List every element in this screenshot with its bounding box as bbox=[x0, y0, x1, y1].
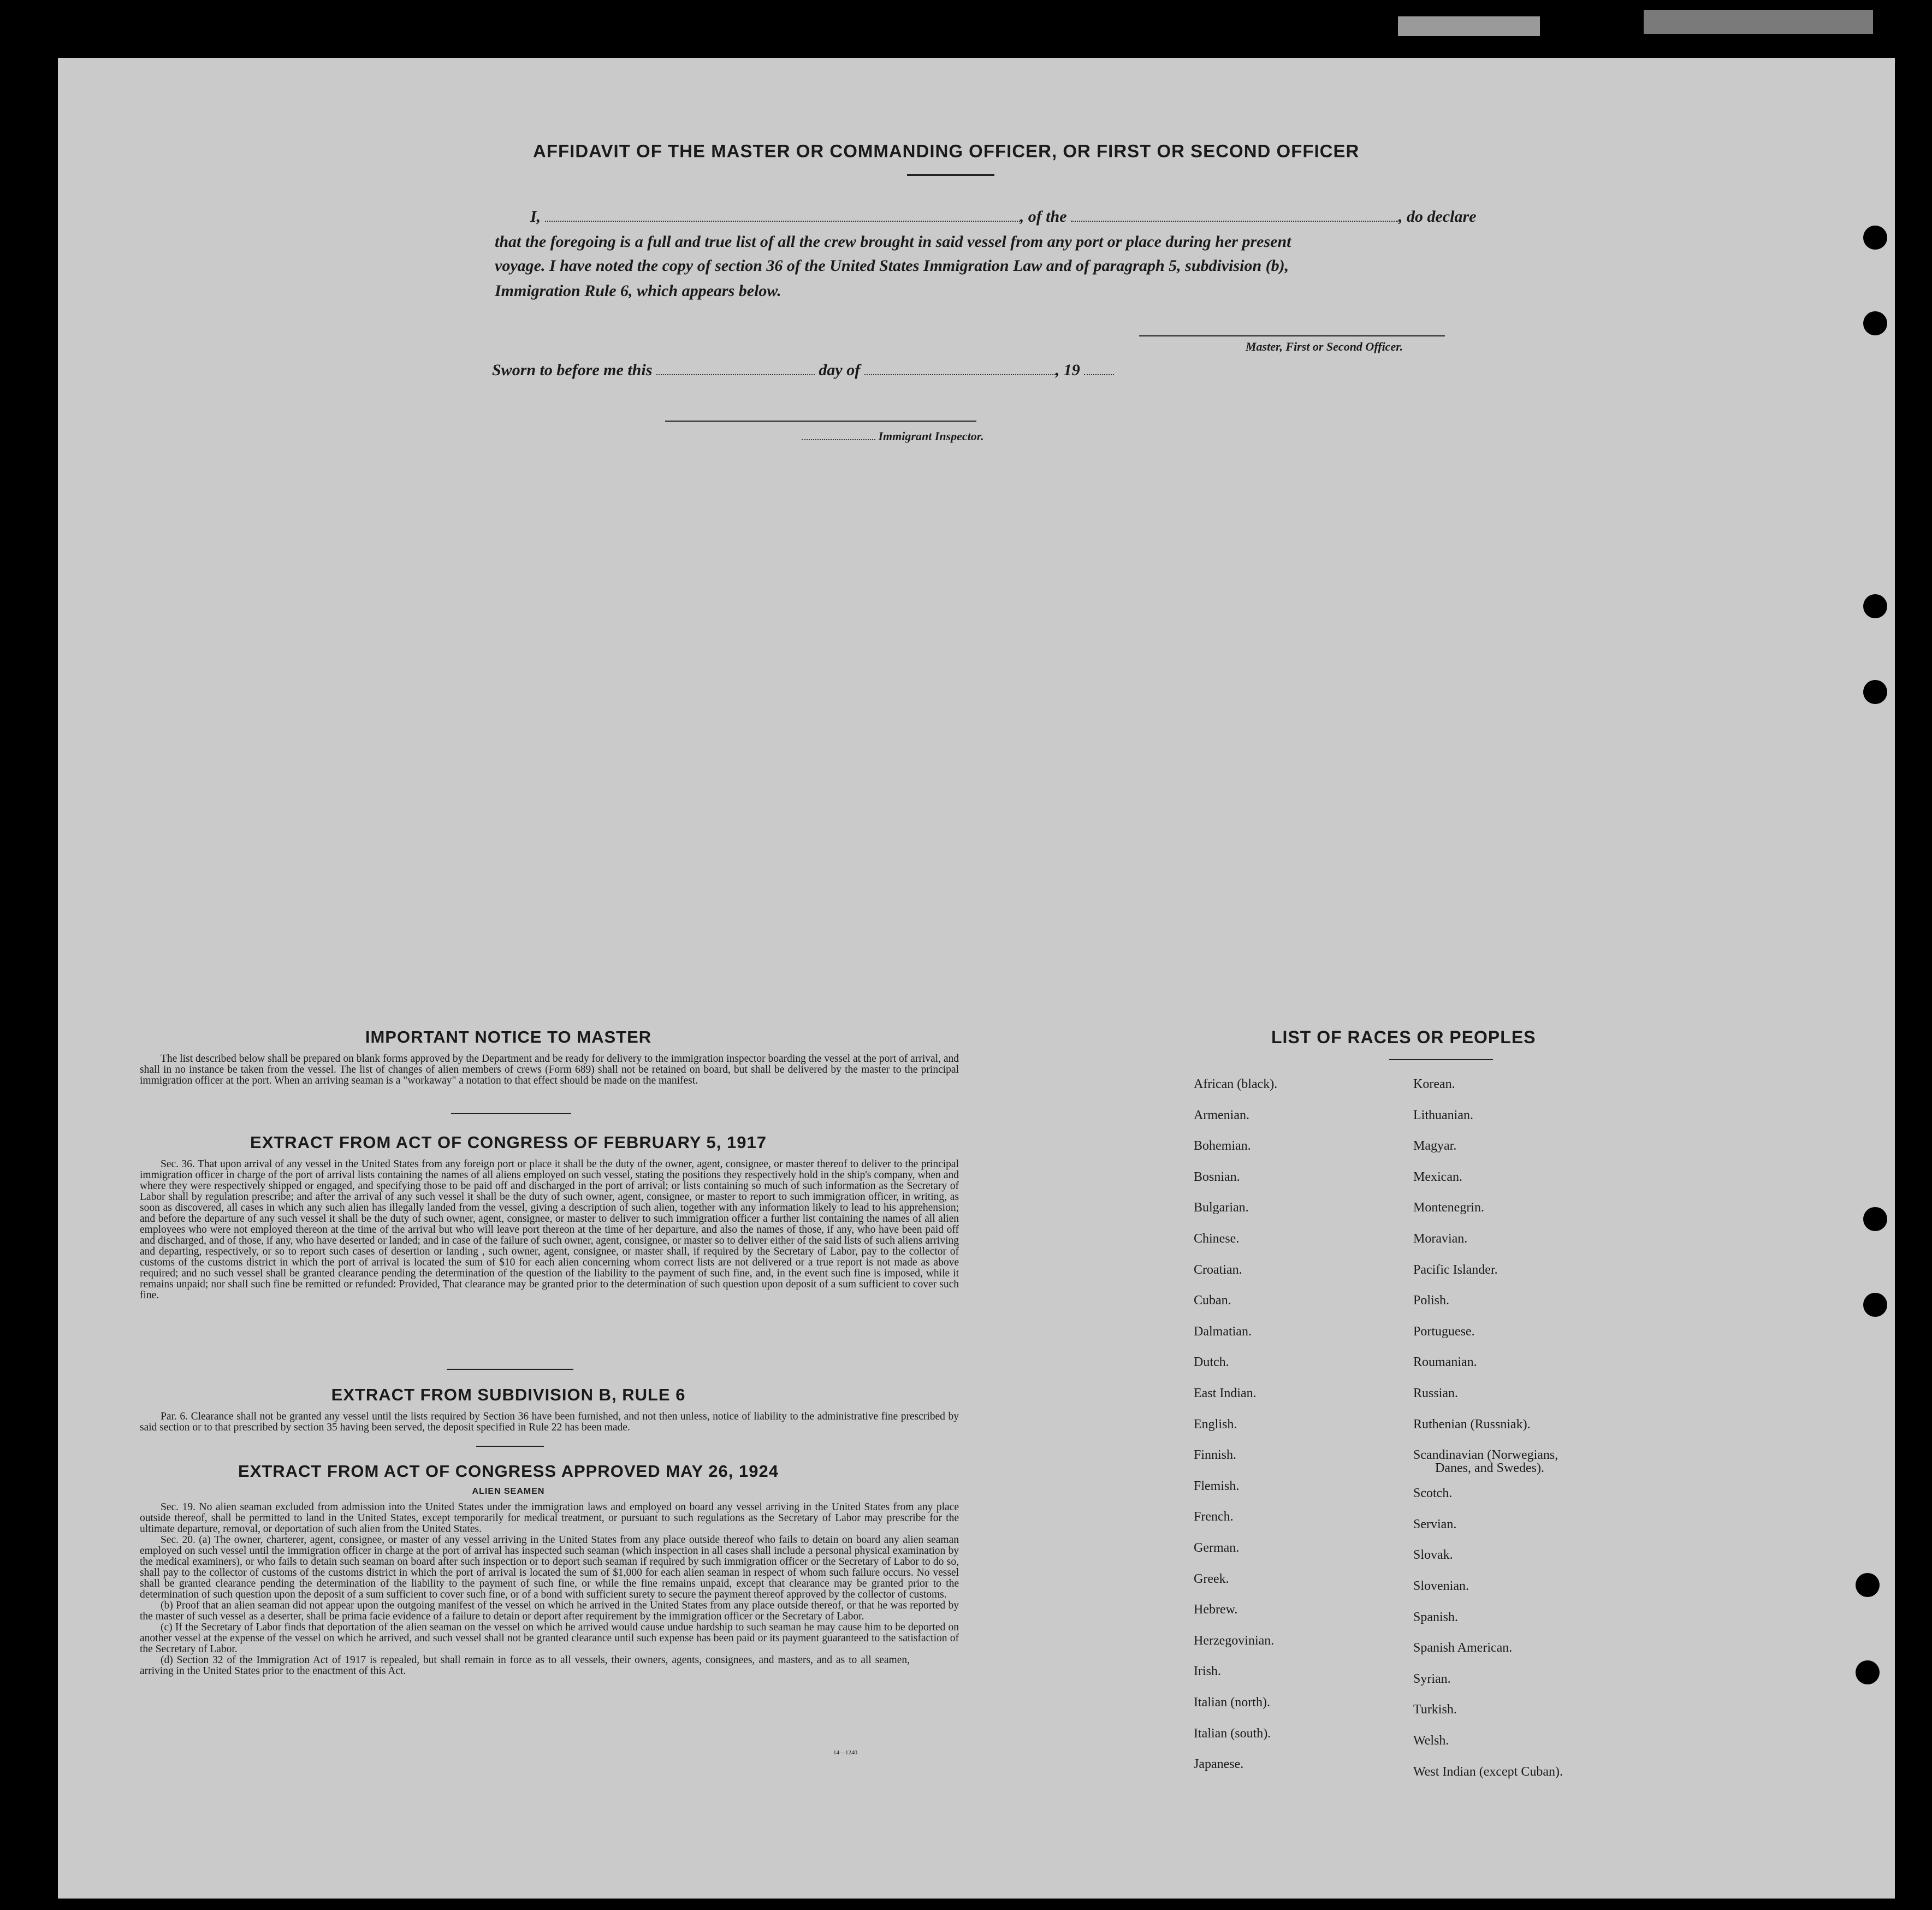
race-item: Roumanian. bbox=[1413, 1355, 1477, 1370]
race-item: Spanish American. bbox=[1413, 1641, 1513, 1655]
race-item: East Indian. bbox=[1194, 1386, 1257, 1400]
rule-6-title: EXTRACT FROM SUBDIVISION B, RULE 6 bbox=[331, 1385, 686, 1404]
master-signature-line[interactable] bbox=[1139, 335, 1445, 336]
sworn-label: Sworn to before me this bbox=[492, 361, 653, 379]
race-item: Moravian. bbox=[1413, 1232, 1468, 1246]
race-item: Italian (north). bbox=[1194, 1695, 1270, 1710]
race-item: West Indian (except Cuban). bbox=[1413, 1764, 1563, 1779]
race-item: Turkish. bbox=[1413, 1702, 1457, 1717]
master-signature-label: Master, First or Second Officer. bbox=[1246, 340, 1403, 353]
race-item: Irish. bbox=[1194, 1664, 1221, 1679]
race-item: Scandinavian (Norwegians, bbox=[1413, 1448, 1558, 1463]
race-item: Korean. bbox=[1413, 1077, 1455, 1091]
race-item: Dutch. bbox=[1194, 1355, 1229, 1370]
race-item: Welsh. bbox=[1413, 1734, 1449, 1748]
race-item: Ruthenian (Russniak). bbox=[1413, 1417, 1531, 1432]
affidavit-title: AFFIDAVIT OF THE MASTER OR COMMANDING OFFICER, OR FIRST OR SECOND OFFICER bbox=[533, 141, 1360, 161]
declare-label: , do declare bbox=[1398, 208, 1477, 226]
race-item: Mexican. bbox=[1413, 1169, 1462, 1184]
binder-hole bbox=[1856, 1573, 1880, 1597]
binder-hole bbox=[1863, 680, 1887, 704]
binder-hole bbox=[1863, 594, 1887, 618]
race-item: Hebrew. bbox=[1194, 1602, 1238, 1617]
affidavit-line-3: voyage. I have noted the copy of section 36 of the United States Immigration Law and of paragraph 5, subdivision (b), bbox=[495, 257, 1289, 275]
inspector-signature-line[interactable] bbox=[665, 421, 976, 422]
extract-1917-text: Sec. 36. That upon arrival of any vessel in the United States from any foreign port or place it shall be the duty of the owner, agent, consignee, or master thereof to deliver to the principal immigration officer in charge of the port of arrival lists containing the names of all aliens employed on such vessel, stating the positions they respectively hold in the ship's company, when and where they were respectively shipped or engaged, and specifying those to be paid off and discharged in the port of arrival; or lists containing so much of such information as the Secretary of Labor shall by regulation prescribe; and after the arrival of any such vessel it shall be the duty of such owner, agent, consignee, or master to report to such immigration officer, in writing, as soon as discovered, all cases in which any such alien has illegally landed from the vessel, giving a description of such alien, together with any information likely to lead to his apprehension; and before the departure of any such vessel it shall be the duty of such owner, agent, consignee, or master to deliver to such immigration officer a further list containing the names of all alien employees who were not employed thereon at the time of the arrival but who will leave port thereon at the time of her departure, and also the names of those, if any, who have been paid off and discharged, and of those, if any, who have deserted or landed; and in case of the failure of such owner, agent, consignee, or master so to deliver either of the said lists of such aliens arriving and departing, respectively, or so to report such cases of desertion or landing , such owner, agent, consignee, or master shall, if required by the Secretary of Labor, pay to the collector of customs of the customs district in which the port of arrival is located the sum of $10 for each alien concerning whom correct lists are not delivered or a true report is not made as above required; and no such vessel shall be granted clearance pending the determination of the question of the liability to the payment of such fine, and, in the event such fine is imposed, while it remains unpaid; nor shall such fine be remitted or refunded: Provided, That clearance may be granted prior to the determination of such question upon deposit of a sum sufficient to cover such fine. bbox=[140, 1158, 959, 1301]
notice-rule bbox=[451, 1113, 571, 1114]
race-item: Japanese. bbox=[1194, 1757, 1244, 1772]
race-item: Armenian. bbox=[1194, 1108, 1249, 1122]
notice-title: IMPORTANT NOTICE TO MASTER bbox=[365, 1027, 652, 1046]
race-item: Slovenian. bbox=[1413, 1579, 1469, 1593]
day-of-label: day of bbox=[819, 361, 861, 379]
notice-text: The list described below shall be prepared on blank forms approved by the Department and be ready for delivery to the immigration inspector boarding the vessel at the port of arrival, and shall in no instance be taken from the vessel. The list of changes of alien members of crews (Form 689) shall not be retained on board, but shall be delivered by the master to the principal immigration officer at the port. When an arriving seaman is a "workaway" a notation to that effect should be made on the manifest. bbox=[140, 1053, 959, 1086]
race-item: Magyar. bbox=[1413, 1139, 1457, 1154]
extract-1917-title: EXTRACT FROM ACT OF CONGRESS OF FEBRUARY 5, 1917 bbox=[250, 1133, 767, 1152]
race-item: Pacific Islander. bbox=[1413, 1262, 1498, 1277]
race-item: Servian. bbox=[1413, 1517, 1457, 1531]
section-19-text: Sec. 19. No alien seaman excluded from admission into the United States under the immigration laws and employed on board any vessel arriving in the United States from any place outside thereof, shall be permitted to land in the United States, except temporarily for medical treatment, or pursuant to such regulations as the Secretary of Labor may prescribe for the ultimate departure, removal, or deportation of such alien from the United States. bbox=[140, 1501, 959, 1535]
races-title-rule bbox=[1389, 1059, 1493, 1060]
race-item: Greek. bbox=[1194, 1571, 1229, 1586]
sworn-year-field[interactable] bbox=[1084, 362, 1114, 375]
race-item: Montenegrin. bbox=[1413, 1201, 1484, 1215]
rule-6-text: Par. 6. Clearance shall not be granted any vessel until the lists required by Section 36 have been furnished, and not then unless, notice of liability to the administrative fine prescribed by said section or to that prescribed by section 35 having been served, the deposit specified in Rule 22 has been made. bbox=[140, 1411, 959, 1433]
binder-hole bbox=[1856, 1660, 1880, 1684]
year-label: , 19 bbox=[1055, 361, 1080, 379]
extract-1924-title: EXTRACT FROM ACT OF CONGRESS APPROVED MAY 26, 1924 bbox=[238, 1462, 779, 1481]
scan-edge-mark-1 bbox=[1398, 16, 1540, 36]
sworn-month-field[interactable] bbox=[864, 362, 1056, 375]
race-item: German. bbox=[1194, 1541, 1240, 1555]
race-item: Russian. bbox=[1413, 1386, 1459, 1400]
section-20d-text: (d) Section 32 of the Immigration Act of 1917 is repealed, but shall remain in force as to all vessels, their owners, agents, consignees, and masters, and as to all seamen, arriving in the United States prior to the enactment of this Act. bbox=[140, 1654, 910, 1677]
race-item: French. bbox=[1194, 1510, 1234, 1524]
race-item: Croatian. bbox=[1194, 1262, 1242, 1277]
section-20c-text: (c) If the Secretary of Labor finds that deportation of the alien seaman on the vessel on which he arrived would cause undue hardship to such seaman he may cause him to be deported on another vessel at the expense of the vessel on which he arrived, and such vessel shall not be granted clearance until such expense has been paid or its payment guaranteed to the satisfaction of the Secretary of Labor. bbox=[140, 1622, 959, 1655]
race-item: Bulgarian. bbox=[1194, 1201, 1249, 1215]
rule-6-rule bbox=[476, 1446, 544, 1447]
race-item: Portuguese. bbox=[1413, 1324, 1475, 1339]
race-item: Chinese. bbox=[1194, 1232, 1240, 1246]
form-number: 14—1240 bbox=[833, 1749, 857, 1756]
vessel-label: , of the bbox=[1020, 208, 1067, 226]
affidavit-line-4: Immigration Rule 6, which appears below. bbox=[495, 282, 781, 300]
inspector-label-text: Immigrant Inspector. bbox=[878, 429, 984, 443]
extract-1924-body bbox=[140, 1502, 959, 1677]
race-item: Flemish. bbox=[1194, 1479, 1240, 1493]
race-item: Herzegovinian. bbox=[1194, 1633, 1275, 1648]
race-item: Syrian. bbox=[1413, 1671, 1451, 1686]
race-item: Bohemian. bbox=[1194, 1139, 1251, 1154]
extract-1924-subtitle: ALIEN SEAMEN bbox=[472, 1487, 545, 1496]
race-item: Cuban. bbox=[1194, 1293, 1231, 1308]
inspector-name-field[interactable] bbox=[802, 430, 875, 440]
affidavit-title-rule bbox=[907, 174, 994, 176]
race-item: Lithuanian. bbox=[1413, 1108, 1473, 1122]
binder-hole bbox=[1863, 1293, 1887, 1317]
declarant-label: I, bbox=[530, 208, 541, 226]
race-item: Slovak. bbox=[1413, 1548, 1453, 1563]
binder-hole bbox=[1863, 311, 1887, 335]
race-item: Scotch. bbox=[1413, 1486, 1453, 1501]
race-item: Danes, and Swedes). bbox=[1435, 1461, 1544, 1476]
declarant-name-field[interactable] bbox=[545, 209, 1020, 222]
sworn-day-field[interactable] bbox=[656, 362, 815, 375]
section-20b-text: (b) Proof that an alien seaman did not appear upon the outgoing manifest of the vessel on which he arrived in the United States from any place outside thereof, or that he was reported by the master of such vessel as a deserter, shall be prima facie evidence of a failure to detain or deport after requirement by the immigration officer or the Secretary of Labor. bbox=[140, 1600, 959, 1622]
races-title: LIST OF RACES OR PEOPLES bbox=[1271, 1027, 1536, 1047]
section-20a-text: Sec. 20. (a) The owner, charterer, agent, consignee, or master of any vessel arriving in the United States from any place outside thereof who fails to detain on board any alien seaman employed on such vessel until the immigration officer in charge at the port of arrival has inspected such seaman (which inspection in all cases shall include a personal physical examination by the medical examiners), or who fails to detain such seaman on board after such inspection or to deport such seaman if required by such immigration officer or the Secretary of Labor to do so, shall pay to the collector of customs of the customs district in which the port of arrival is located the sum of $1,000 for each alien seaman in respect of whom such failure occurs. No vessel shall be granted clearance pending the determination of the liability to the payment of such fine, or while the fine remains unpaid, except that clearance may be granted prior to the determination of such question upon the deposit of a sum sufficient to cover such fine, or of a bond with sufficient surety to secure the payment thereof approved by the collector of customs. bbox=[140, 1534, 959, 1600]
race-item: Dalmatian. bbox=[1194, 1324, 1252, 1339]
binder-hole bbox=[1863, 1207, 1887, 1231]
race-item: Bosnian. bbox=[1194, 1169, 1240, 1184]
race-item: Italian (south). bbox=[1194, 1726, 1271, 1741]
race-item: English. bbox=[1194, 1417, 1237, 1432]
race-item: African (black). bbox=[1194, 1077, 1278, 1091]
document-page bbox=[58, 58, 1895, 1899]
sworn-line bbox=[492, 361, 1114, 380]
affidavit-line-1 bbox=[489, 208, 1476, 226]
extract-1917-rule bbox=[447, 1369, 573, 1370]
affidavit-line-2: that the foregoing is a full and true list of all the crew brought in said vessel from any port or place during her present bbox=[495, 233, 1291, 251]
scan-edge-mark-2 bbox=[1644, 10, 1873, 34]
vessel-name-field[interactable] bbox=[1071, 209, 1398, 222]
race-item: Spanish. bbox=[1413, 1610, 1459, 1624]
race-item: Finnish. bbox=[1194, 1448, 1237, 1463]
inspector-label bbox=[802, 429, 984, 444]
race-item: Polish. bbox=[1413, 1293, 1450, 1308]
binder-hole bbox=[1863, 226, 1887, 250]
